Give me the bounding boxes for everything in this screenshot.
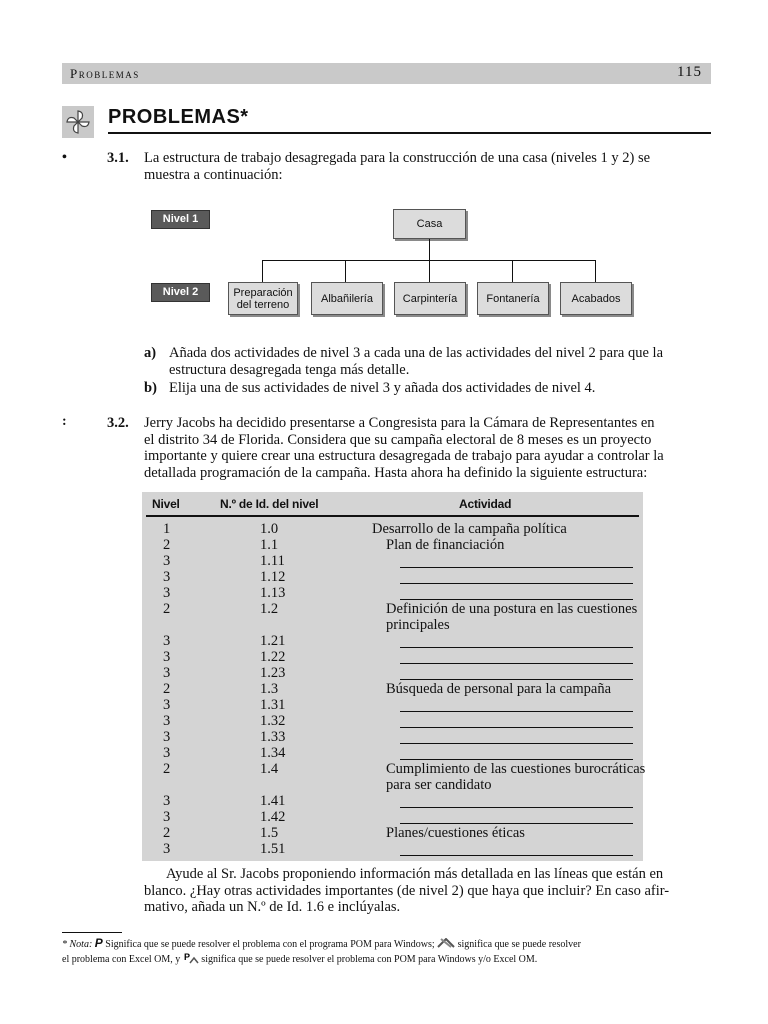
- table-body: [142, 521, 646, 857]
- table-row: [142, 521, 643, 537]
- cell-id: 1.33: [260, 729, 286, 745]
- running-title: Problemas: [70, 66, 140, 81]
- cell-id: 1.22: [260, 649, 286, 665]
- pom-excel-icon: [183, 952, 199, 964]
- table-row: [142, 537, 643, 553]
- svg-text:P: P: [183, 952, 190, 962]
- cell-id: 1.42: [260, 809, 286, 825]
- table-row: [142, 649, 643, 665]
- wbs-child-preparacion: Preparación del terreno: [228, 282, 298, 315]
- connector-child-3: [429, 260, 430, 282]
- cell-actividad: Desarrollo de la campaña política: [372, 521, 567, 537]
- cell-id: 1.11: [260, 553, 285, 569]
- connector-child-4: [512, 260, 513, 282]
- margin-mark-1: •: [62, 150, 67, 165]
- cell-nivel: 3: [163, 713, 171, 729]
- table-row: [142, 713, 643, 729]
- table-row: [142, 569, 643, 585]
- blank-activity-line: [400, 759, 633, 760]
- blank-activity-line: [400, 663, 633, 664]
- cell-id: 1.2: [260, 601, 279, 617]
- cell-nivel: 2: [163, 825, 171, 841]
- cell-id: 1.31: [260, 697, 286, 713]
- blank-activity-line: [400, 679, 633, 680]
- item-b-label: b): [144, 380, 157, 396]
- blank-activity-line: [400, 583, 633, 584]
- level-2-tag: Nivel 2: [151, 283, 210, 302]
- wbs-root-box: Casa: [393, 209, 466, 239]
- table-row: [142, 809, 643, 825]
- wbs-child-carpinteria: Carpintería: [394, 282, 466, 315]
- table-row: [142, 553, 643, 569]
- cell-nivel: 3: [163, 649, 171, 665]
- table-row: [142, 745, 643, 761]
- problem-number-2: 3.2.: [107, 415, 129, 431]
- blank-activity-line: [400, 727, 633, 728]
- problem-1-intro: La estructura de trabajo desagregada para la construcción de una casa (niveles 1 y 2) se muestra a continuación:: [144, 150, 651, 183]
- cell-nivel: 3: [163, 841, 171, 857]
- wbs-child-acabados: Acabados: [560, 282, 632, 315]
- cell-nivel: 2: [163, 761, 171, 777]
- cell-nivel: 2: [163, 601, 171, 617]
- cell-actividad: Planes/cuestiones éticas: [386, 825, 525, 841]
- footnote-rule: [62, 932, 122, 933]
- section-rule: [108, 132, 711, 134]
- running-header: [62, 63, 711, 84]
- blank-activity-line: [400, 647, 633, 648]
- cell-id: 1.21: [260, 633, 286, 649]
- cell-actividad: Plan de financiación: [386, 537, 505, 553]
- table-row: [142, 585, 643, 601]
- table-row: [142, 841, 643, 857]
- cell-id: 1.12: [260, 569, 286, 585]
- page-number: 115: [677, 64, 702, 80]
- cell-id: 1.34: [260, 745, 286, 761]
- cell-id: 1.23: [260, 665, 286, 681]
- level-1-tag: Nivel 1: [151, 210, 210, 229]
- item-a-text: Añada dos actividades de nivel 3 a cada una de las actividades del nivel 2 para que la estructura desagregada tenga más detalle.: [169, 345, 664, 378]
- wbs-child-albanileria: Albañilería: [311, 282, 383, 315]
- cell-id: 1.0: [260, 521, 279, 537]
- blank-activity-line: [400, 743, 633, 744]
- cell-nivel: 3: [163, 793, 171, 809]
- problem-2-closing: Ayude al Sr. Jacobs proponiendo información más detallada en las líneas que están en blanco. ¿Hay otras actividades importantes (de nivel 2) que haya que incluir? En caso afir- mativo, añada un N.º de Id. 1.6 e inclúyalas.: [144, 866, 670, 915]
- excel-om-icon: [437, 938, 455, 948]
- table-row: [142, 761, 646, 793]
- pinwheel-icon: [62, 106, 94, 138]
- blank-activity-line: [400, 567, 633, 568]
- cell-id: 1.32: [260, 713, 286, 729]
- blank-activity-line: [400, 807, 633, 808]
- cell-nivel: 3: [163, 569, 171, 585]
- table-row: [142, 697, 643, 713]
- cell-id: 1.51: [260, 841, 286, 857]
- cell-id: 1.4: [260, 761, 279, 777]
- table-row: [142, 681, 643, 697]
- item-a-label: a): [144, 345, 157, 361]
- cell-nivel: 3: [163, 697, 171, 713]
- cell-id: 1.13: [260, 585, 286, 601]
- problem-2-intro: Jerry Jacobs ha decidido presentarse a Congresista para la Cámara de Representantes en el distrito 34 de Florida. Considera que su campaña electoral de 8 meses es un proyecto importante y quiere crear una estructura desagregada de trabajo para ayudar a controlar la detallada programación de la campaña. Hasta ahora ha definido la siguiente estructura:: [144, 415, 664, 481]
- connector-child-1: [262, 260, 263, 282]
- cell-id: 1.5: [260, 825, 279, 841]
- table-row: [142, 601, 643, 633]
- cell-id: 1.1: [260, 537, 279, 553]
- wbs-child-fontaneria: Fontanería: [477, 282, 549, 315]
- pom-symbol-icon: P: [94, 936, 103, 950]
- item-b-text: Elija una de sus actividades de nivel 3 y añada dos actividades de nivel 4.: [169, 380, 596, 396]
- col-header-actividad: Actividad: [459, 497, 512, 511]
- table-row: [142, 729, 643, 745]
- cell-actividad: Búsqueda de personal para la campaña: [386, 681, 612, 697]
- blank-activity-line: [400, 823, 633, 824]
- cell-nivel: 2: [163, 537, 171, 553]
- cell-nivel: 3: [163, 585, 171, 601]
- cell-id: 1.41: [260, 793, 286, 809]
- cell-nivel: 3: [163, 809, 171, 825]
- cell-nivel: 1: [163, 521, 171, 537]
- table-row: [142, 793, 643, 809]
- cell-id: 1.3: [260, 681, 279, 697]
- cell-nivel: 2: [163, 681, 171, 697]
- connector-root: [429, 239, 430, 260]
- blank-activity-line: [400, 711, 633, 712]
- cell-actividad: Definición de una postura en las cuestiones: [386, 601, 638, 617]
- problem-number-1: 3.1.: [107, 150, 129, 166]
- blank-activity-line: [400, 599, 633, 600]
- cell-nivel: 3: [163, 729, 171, 745]
- blank-activity-line: [400, 855, 633, 856]
- cell-actividad-cont: para ser candidato: [386, 777, 492, 793]
- col-header-id: N.º de Id. del nivel: [220, 497, 319, 511]
- cell-actividad-cont: principales: [386, 617, 450, 633]
- col-header-nivel: Nivel: [152, 497, 180, 511]
- cell-nivel: 3: [163, 553, 171, 569]
- cell-nivel: 3: [163, 665, 171, 681]
- section-title: PROBLEMAS*: [108, 106, 249, 128]
- connector-child-2: [345, 260, 346, 282]
- table-row: [142, 825, 643, 841]
- footnote: * Nota: P Significa que se puede resolver el problema con el programa POM para Windows; significa que se puede resolver el problema con Excel OM, y P significa que se puede resolver el problema con POM para Windows y/o Excel OM.: [62, 936, 581, 965]
- table-header-rule: [146, 515, 639, 517]
- cell-nivel: 3: [163, 745, 171, 761]
- cell-actividad: Cumplimiento de las cuestiones burocráticas: [386, 761, 646, 777]
- table-row: [142, 665, 643, 681]
- table-row: [142, 633, 643, 649]
- margin-mark-2: :: [62, 414, 67, 429]
- cell-nivel: 3: [163, 633, 171, 649]
- connector-child-5: [595, 260, 596, 282]
